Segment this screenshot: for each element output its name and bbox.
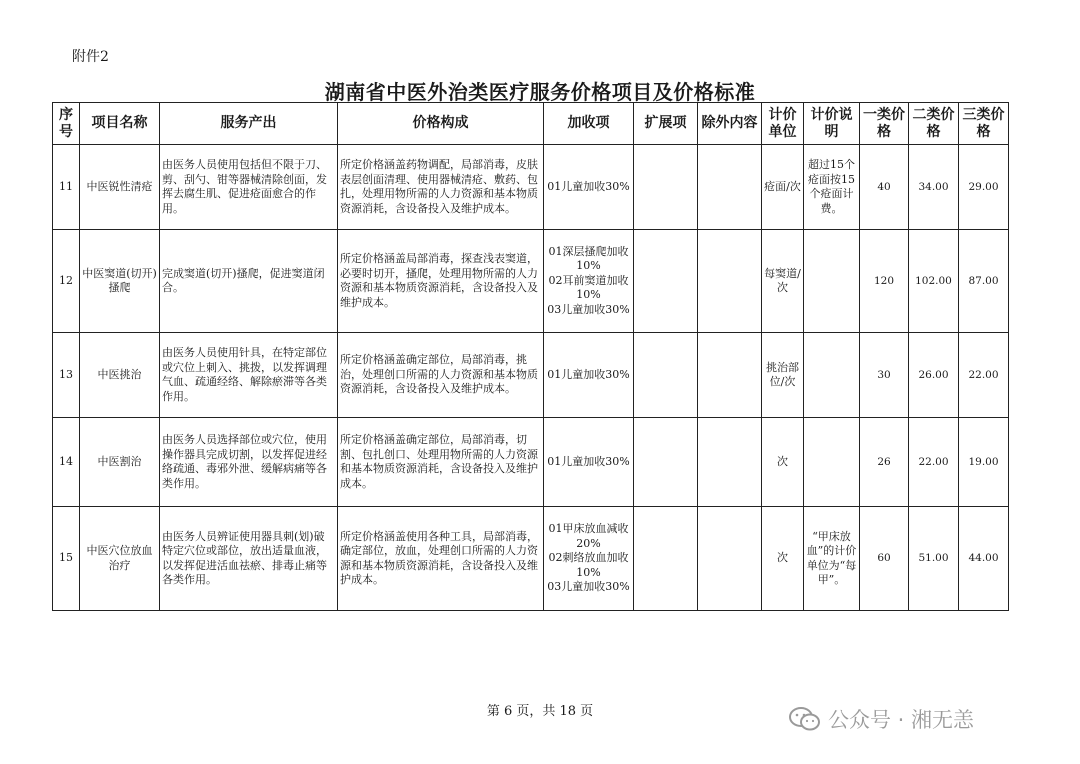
pricing-unit: 每窦道/次	[762, 230, 804, 333]
pricing-note	[804, 418, 860, 507]
pricing-note	[804, 230, 860, 333]
row-number: 13	[53, 333, 80, 418]
service-output: 由医务人员使用针具，在特定部位或穴位上刺入、挑拨，以发挥调理气血、疏通经络、解除瘀滞等各类作用。	[160, 333, 338, 418]
header-cell: 计价单位	[762, 103, 804, 145]
price-composition: 所定价格涵盖确定部位，局部消毒，挑治，处理创口所需的人力资源和基本物质资源消耗，含设备投入及维护成本。	[338, 333, 544, 418]
item-name: 中医挑治	[80, 333, 160, 418]
pricing-note	[804, 333, 860, 418]
price-class-2: 22.00	[909, 418, 959, 507]
price-class-1: 40	[860, 145, 909, 230]
extension-items	[634, 418, 698, 507]
header-cell: 三类价格	[959, 103, 1009, 145]
header-cell: 扩展项	[634, 103, 698, 145]
header-cell: 价格构成	[338, 103, 544, 145]
service-output: 由医务人员选择部位或穴位，使用操作器具完成切割，以发挥促进经络疏通、毒邪外泄、缓解病痛等各类作用。	[160, 418, 338, 507]
row-number: 14	[53, 418, 80, 507]
watermark	[788, 704, 974, 734]
row-number: 12	[53, 230, 80, 333]
table-row	[53, 507, 1009, 611]
table-row	[53, 230, 1009, 333]
row-number: 11	[53, 145, 80, 230]
addon-items: 01儿童加收30%	[544, 418, 634, 507]
addon-items: 01深层搔爬加收10% 02耳前窦道加收10% 03儿童加收30%	[544, 230, 634, 333]
exclusions	[698, 418, 762, 507]
wechat-icon	[788, 705, 822, 733]
price-composition: 所定价格涵盖药物调配，局部消毒，皮肤表层创面清理、使用器械清疮、敷药、包扎，处理用物所需的人力资源和基本物质资源消耗，含设备投入及维护成本。	[338, 145, 544, 230]
pricing-unit: 次	[762, 507, 804, 611]
price-class-3: 22.00	[959, 333, 1009, 418]
extension-items	[634, 333, 698, 418]
price-class-1: 60	[860, 507, 909, 611]
page-footer: 第 6 页，共 18 页	[486, 704, 594, 719]
table-row	[53, 418, 1009, 507]
pricing-unit: 次	[762, 418, 804, 507]
service-output: 由医务人员辨证使用器具刺(划)破特定穴位或部位，放出适量血液，以发挥促进活血祛瘀、排毒止痛等各类作用。	[160, 507, 338, 611]
pricing-note: 超过15个疮面按15个疮面计费。	[804, 145, 860, 230]
extension-items	[634, 507, 698, 611]
header-cell: 服务产出	[160, 103, 338, 145]
price-class-2: 102.00	[909, 230, 959, 333]
extension-items	[634, 145, 698, 230]
price-composition: 所定价格涵盖局部消毒，探查浅表窦道，必要时切开，搔爬，处理用物所需的人力资源和基本物质资源消耗，含设备投入及维护成本。	[338, 230, 544, 333]
addon-items: 01儿童加收30%	[544, 333, 634, 418]
page-title: 湖南省中医外治类医疗服务价格项目及价格标准	[324, 80, 756, 104]
price-class-2: 34.00	[909, 145, 959, 230]
addon-items: 01儿童加收30%	[544, 145, 634, 230]
header-cell: 除外内容	[698, 103, 762, 145]
price-class-1: 30	[860, 333, 909, 418]
row-number: 15	[53, 507, 80, 611]
price-composition: 所定价格涵盖确定部位，局部消毒，切割、包扎创口、处理用物所需的人力资源和基本物质资源消耗，含设备投入及维护成本。	[338, 418, 544, 507]
price-table	[52, 102, 1009, 611]
price-class-2: 51.00	[909, 507, 959, 611]
header-cell: 一类价格	[860, 103, 909, 145]
item-name: 中医割治	[80, 418, 160, 507]
table-row	[53, 333, 1009, 418]
watermark-text: 公众号 · 湘无恙	[828, 708, 975, 732]
header-cell: 二类价格	[909, 103, 959, 145]
price-class-1: 120	[860, 230, 909, 333]
table-header-row	[53, 103, 1009, 145]
pricing-note: “甲床放血”的计价单位为“每甲”。	[804, 507, 860, 611]
exclusions	[698, 333, 762, 418]
table-row	[53, 145, 1009, 230]
exclusions	[698, 230, 762, 333]
price-class-3: 87.00	[959, 230, 1009, 333]
header-cell: 加收项	[544, 103, 634, 145]
addon-items: 01甲床放血减收20% 02刺络放血加收10% 03儿童加收30%	[544, 507, 634, 611]
item-name: 中医窦道(切开)搔爬	[80, 230, 160, 333]
price-class-3: 44.00	[959, 507, 1009, 611]
item-name: 中医锐性清疮	[80, 145, 160, 230]
price-class-1: 26	[860, 418, 909, 507]
attachment-label: 附件2	[72, 49, 109, 65]
header-cell: 序号	[53, 103, 80, 145]
price-class-3: 19.00	[959, 418, 1009, 507]
exclusions	[698, 145, 762, 230]
exclusions	[698, 507, 762, 611]
pricing-unit: 疮面/次	[762, 145, 804, 230]
price-class-2: 26.00	[909, 333, 959, 418]
item-name: 中医穴位放血治疗	[80, 507, 160, 611]
header-cell: 计价说明	[804, 103, 860, 145]
extension-items	[634, 230, 698, 333]
service-output: 由医务人员使用包括但不限于刀、剪、刮勺、钳等器械清除创面，发挥去腐生肌、促进疮面愈合的作用。	[160, 145, 338, 230]
service-output: 完成窦道(切开)搔爬，促进窦道闭合。	[160, 230, 338, 333]
price-composition: 所定价格涵盖使用各种工具，局部消毒，确定部位，放血，处理创口所需的人力资源和基本物质资源消耗，含设备投入及维护成本。	[338, 507, 544, 611]
pricing-unit: 挑治部位/次	[762, 333, 804, 418]
price-class-3: 29.00	[959, 145, 1009, 230]
header-cell: 项目名称	[80, 103, 160, 145]
